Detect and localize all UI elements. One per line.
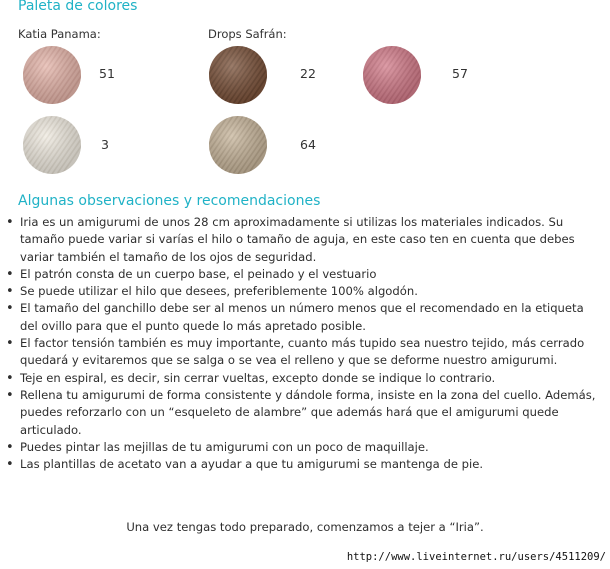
note-item: • Se puede utilizar el hilo que desees, preferiblemente 100% algodón.: [4, 283, 604, 300]
yarn-swatch-22: [209, 46, 267, 104]
note-item: • Las plantillas de acetato van a ayudar a que tu amigurumi se mantenga de pie.: [4, 456, 604, 473]
note-item: • El tamaño del ganchillo debe ser al menos un número menos que el recomendado en la etiqueta del ovillo para que el punto quede lo más apretado posible.: [4, 300, 604, 335]
note-item: • Iria es un amigurumi de unos 28 cm aproximadamente si utilizas los materiales indicados. Su tamaño puede variar si varías el hilo o tamaño de aguja, en este caso ten en cuenta que debes variar también el tamaño de los ojos de seguridad.: [4, 214, 604, 266]
note-item: • El factor tensión también es muy importante, cuanto más tupido sea nuestro tejido, más cerrado quedará y evitaremos que se salga o se vea el relleno y que se deforme nuestro amigurumi.: [4, 335, 604, 370]
palette-title: Paleta de colores: [18, 0, 138, 14]
notes-list: [4, 214, 604, 473]
yarn-swatch-3: [23, 116, 81, 174]
notes-title: Algunas observaciones y recomendaciones: [18, 193, 321, 209]
swatch-number-22: 22: [300, 66, 316, 81]
swatch-number-64: 64: [300, 137, 316, 152]
swatch-number-57: 57: [452, 66, 468, 81]
yarn-swatch-64: [209, 116, 267, 174]
brand-katia-label: Katia Panama:: [18, 27, 101, 41]
yarn-swatch-51: [23, 46, 81, 104]
swatch-number-51: 51: [99, 66, 115, 81]
yarn-swatch-57: [363, 46, 421, 104]
note-item: • Puedes pintar las mejillas de tu amigurumi con un poco de maquillaje.: [4, 439, 604, 456]
note-item: • Rellena tu amigurumi de forma consistente y dándole forma, insiste en la zona del cuello. Además, puedes reforzarlo con un “esqueleto de alambre” que además hará que el amigurumi quede articulado.: [4, 387, 604, 439]
note-item: • Teje en espiral, es decir, sin cerrar vueltas, excepto donde se indique lo contrario.: [4, 370, 604, 387]
watermark: http://www.liveinternet.ru/users/4511209/: [346, 551, 606, 563]
closing-text: Una vez tengas todo preparado, comenzamos a tejer a “Iria”.: [126, 520, 484, 534]
note-item: • El patrón consta de un cuerpo base, el peinado y el vestuario: [4, 266, 604, 283]
swatch-number-3: 3: [101, 137, 109, 152]
brand-drops-label: Drops Safrán:: [208, 27, 287, 41]
